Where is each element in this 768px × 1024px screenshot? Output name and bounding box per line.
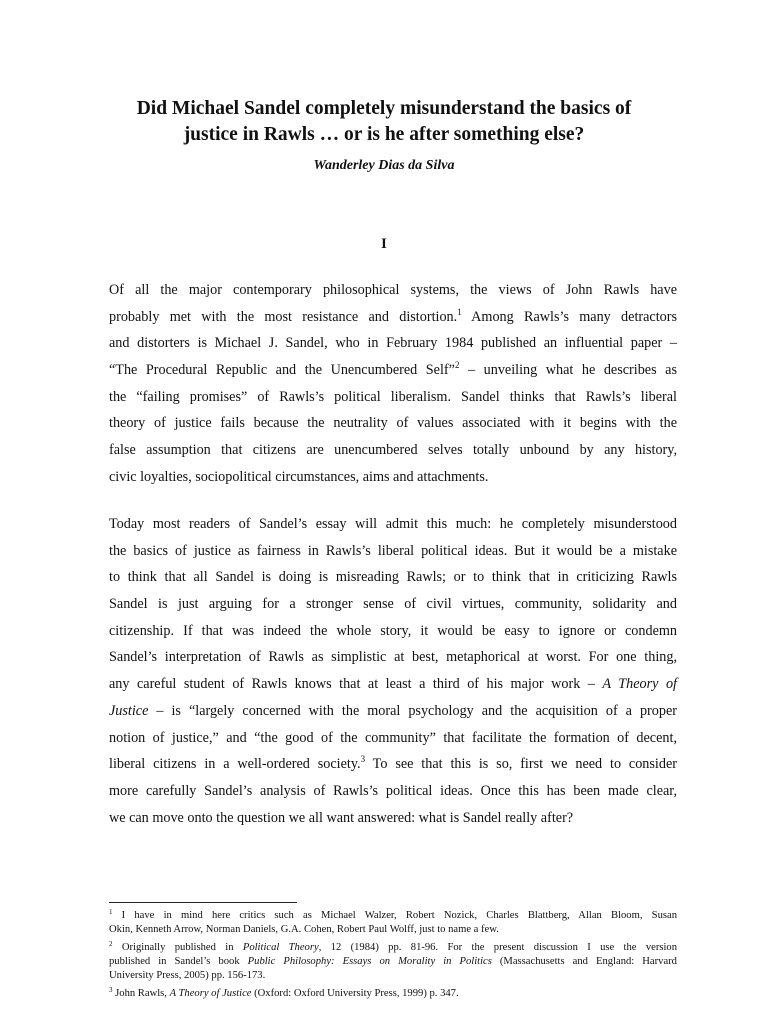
footnote-2-line bbox=[109, 955, 677, 969]
book-title: A Theory of bbox=[602, 676, 677, 693]
footnote-1-line: Okin, Kenneth Arrow, Norman Daniels, G.A. Cohen, Robert Paul Wolff, just to name a few. bbox=[109, 924, 499, 935]
footnote-2-line: University Press, 2005) pp. 156-173. bbox=[109, 970, 266, 981]
footnote-ref-2[interactable]: 2 bbox=[454, 360, 460, 371]
footnote-number: 2 bbox=[109, 940, 113, 948]
text-line: Of all the major contemporary philosophical systems, the views of John Rawls have bbox=[109, 282, 677, 298]
book-title: Justice bbox=[109, 702, 149, 719]
paragraph-1 bbox=[109, 277, 677, 491]
document-title bbox=[80, 96, 688, 148]
text-line: the “failing promises” of Rawls’s political liberalism. Sandel thinks that Rawls’s liberal bbox=[109, 388, 677, 405]
text-line: Sandel is just arguing for a stronger sense of civil virtues, community, solidarity and bbox=[109, 596, 677, 613]
text-run: “The Procedural Republic and the Unencumbered Self” bbox=[109, 362, 455, 379]
footnote-1-line bbox=[109, 909, 677, 923]
book-title: A Theory of Justice bbox=[169, 988, 252, 999]
text-run: (Massachusetts and England: Harvard bbox=[491, 956, 677, 967]
text-line: to think that all Sandel is doing is misreading Rawls; or to think that in criticizing Rawls bbox=[109, 569, 677, 586]
author-name: Wanderley Dias da Silva bbox=[313, 158, 455, 173]
text-line bbox=[109, 304, 677, 331]
text-run: liberal citizens in a well-ordered society. bbox=[109, 756, 361, 773]
text-line: Today most readers of Sandel’s essay will admit this much: he completely misunderstood bbox=[109, 516, 677, 532]
text-line: we can move onto the question we all want answered: what is Sandel really after? bbox=[109, 809, 574, 826]
journal-title: Political Theory bbox=[242, 942, 319, 953]
text-run: any careful student of Rawls knows that at least a third of his major work – bbox=[109, 676, 603, 693]
text-run: – unveiling what he describes as bbox=[459, 362, 677, 379]
title-line: justice in Rawls … or is he after something else? bbox=[183, 124, 585, 145]
footnotes bbox=[109, 909, 677, 1001]
text-line: the basics of justice as fairness in Rawls’s liberal political ideas. But it would be a mistake bbox=[109, 542, 677, 559]
section-heading: I bbox=[381, 236, 387, 252]
text-line: and distorters is Michael J. Sandel, who in February 1984 published an influential paper – bbox=[109, 335, 677, 352]
text-run: , 12 (1984) pp. 81-96. For the present discussion I use the version bbox=[318, 942, 678, 953]
text-run: Originally published in bbox=[112, 942, 243, 953]
footnote-3-line bbox=[109, 987, 677, 1001]
text-run: John Rawls, bbox=[112, 988, 170, 999]
text-run: (Oxford: Oxford University Press, 1999) p. 347. bbox=[251, 988, 459, 999]
text-line: Sandel’s interpretation of Rawls as simplistic at best, metaphorical at worst. For one thing, bbox=[109, 649, 677, 666]
footnote-number: 3 bbox=[109, 986, 113, 994]
text-run: probably met with the most resistance and distortion. bbox=[109, 308, 458, 325]
text-line: theory of justice fails because the neutrality of values associated with it begins with the bbox=[109, 415, 677, 432]
text-line: citizenship. If that was indeed the whole story, it would be easy to ignore or condemn bbox=[109, 622, 677, 639]
text-line bbox=[109, 751, 677, 778]
text-line bbox=[109, 357, 677, 384]
book-title: Public Philosophy: Essays on Morality in Politics bbox=[247, 956, 492, 967]
text-line: more carefully Sandel’s analysis of Rawls’s political ideas. Once this has been made clear, bbox=[109, 782, 677, 799]
footnote-divider bbox=[109, 902, 297, 903]
text-line: false assumption that citizens are unencumbered selves totally unbound by any history, bbox=[109, 442, 677, 459]
footnote-number: 1 bbox=[109, 908, 113, 916]
text-run: Among Rawls’s many detractors bbox=[461, 308, 677, 325]
text-line: notion of justice,” and “the good of the community” that facilitate the formation of decent, bbox=[109, 729, 677, 746]
text-run: – is “largely concerned with the moral psychology and the acquisition of a proper bbox=[148, 702, 677, 719]
footnote-ref-3[interactable]: 3 bbox=[360, 754, 366, 765]
text-line bbox=[109, 671, 677, 698]
footnote-2-line bbox=[109, 941, 677, 955]
text-run: I have in mind here critics such as Michael Walzer, Robert Nozick, Charles Blattberg, Allan Bloom, Susan bbox=[112, 910, 677, 921]
text-run: To see that this is so, first we need to consider bbox=[365, 756, 677, 773]
footnote-ref-1[interactable]: 1 bbox=[457, 306, 462, 317]
paragraph-2 bbox=[109, 511, 677, 831]
text-run: published in Sandel’s book bbox=[109, 956, 248, 967]
title-line: Did Michael Sandel completely misunderstand the basics of bbox=[136, 98, 632, 119]
text-line: civic loyalties, sociopolitical circumstances, aims and attachments. bbox=[109, 468, 489, 485]
text-line bbox=[109, 698, 677, 725]
